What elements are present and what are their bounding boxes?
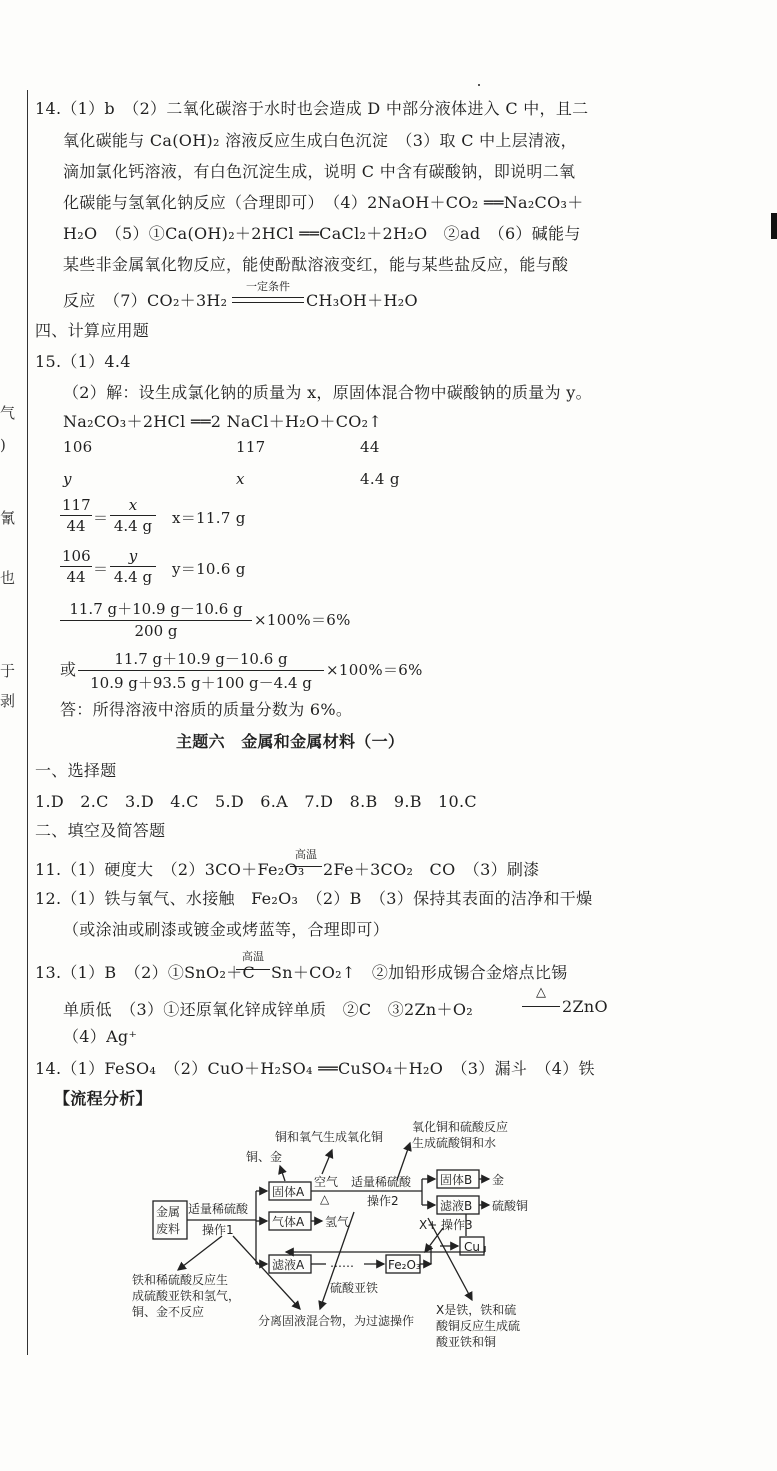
note-bottom-right-3: 酸亚铁和铜 bbox=[436, 1335, 497, 1349]
flow-heading: 【流程分析】 bbox=[54, 1089, 152, 1108]
margin-char: 气 bbox=[0, 404, 16, 422]
result: ×100%＝6% bbox=[254, 611, 351, 629]
q14-line-6: 某些非金属氧化物反应，能使酚酞溶液变红，能与某些盐反应，能与酸 bbox=[63, 255, 569, 274]
numerator: 117 bbox=[62, 496, 91, 514]
mass-value: y bbox=[63, 470, 72, 488]
margin-char: ) bbox=[0, 436, 6, 454]
result: y＝10.6 g bbox=[172, 560, 246, 578]
note-bottom-right-2: 酸铜反应生成硫 bbox=[436, 1319, 521, 1333]
numerator: 106 bbox=[62, 547, 91, 565]
q13-line-2b: 2ZnO bbox=[562, 997, 608, 1016]
choice-answers: 1.D 2.C 3.D 4.C 5.D 6.A 7.D 8.B 9.B 10.C bbox=[35, 792, 477, 811]
mass-value: 106 bbox=[63, 438, 93, 456]
topic-title: 主题六 金属和金属材料（一） bbox=[176, 732, 405, 751]
q14-line-5: H₂O （5）①Ca(OH)₂＋2HCl ══CaCl₂＋2H₂O ②ad （6）碱能与 bbox=[63, 224, 581, 243]
note-top-left-2: 铜、金 bbox=[246, 1150, 283, 1164]
q15-line-1: 15.（1）4.4 bbox=[35, 352, 131, 371]
label-cu: Cu bbox=[464, 1240, 480, 1254]
denominator: 4.4 g bbox=[113, 568, 153, 586]
condition-label: 高温 bbox=[295, 848, 317, 861]
heading-calc: 四、计算应用题 bbox=[35, 321, 150, 340]
q14-line-1: 14.（1）b （2）二氧化碳溶于水时也会造成 D 中部分液体进入 C 中，且二 bbox=[35, 99, 589, 118]
label-cuso4: 硫酸铜 bbox=[492, 1199, 529, 1213]
label-gold: 金 bbox=[492, 1173, 505, 1187]
q14-line-4: 化碳能与氢氧化钠反应（合理即可） （4）2NaOH＋CO₂ ══Na₂CO₃＋ bbox=[63, 193, 584, 212]
condition-label: △ bbox=[536, 985, 546, 1000]
label-solid-b: 固体B bbox=[440, 1173, 473, 1187]
label-gas-a: 气体A bbox=[272, 1215, 305, 1229]
numerator: y bbox=[128, 547, 138, 565]
note-top-right-1: 氧化铜和硫酸反应 bbox=[412, 1120, 509, 1134]
q14-line-3: 滴加氯化钙溶液，有白色沉淀生成，说明 C 中含有碳酸钠，即说明二氧 bbox=[63, 162, 576, 181]
mass-value: 44 bbox=[360, 438, 380, 456]
answer-line: 答：所得溶液中溶质的质量分数为 6%。 bbox=[60, 700, 353, 719]
label-solid-a: 固体A bbox=[272, 1185, 305, 1199]
margin-char: 氰 bbox=[0, 509, 16, 527]
label-fe2o3: Fe₂O₃ bbox=[388, 1258, 421, 1272]
q15-equation: Na₂CO₃＋2HCl ══2 NaCl＋H₂O＋CO₂↑ bbox=[63, 412, 383, 431]
margin-char: 剥 bbox=[0, 692, 16, 710]
result: x＝11.7 g bbox=[172, 509, 246, 527]
denominator: 4.4 g bbox=[113, 517, 153, 535]
label-start-2: 废料 bbox=[156, 1222, 181, 1236]
q14-line-7a: 反应 （7）CO₂＋3H₂ bbox=[63, 291, 228, 310]
q13-line-2a: 单质低 （3）①还原氧化锌成锌单质 ②C ③2Zn＋O₂ bbox=[63, 1000, 473, 1019]
result: ×100%＝6% bbox=[326, 661, 423, 679]
numerator: 11.7 g＋10.9 g－10.6 g bbox=[69, 600, 243, 618]
note-top-left-1: 铜和氧气生成氧化铜 bbox=[275, 1130, 384, 1144]
mass-value: 4.4 g bbox=[360, 470, 400, 488]
denominator: 44 bbox=[66, 568, 86, 586]
label-feso4: 硫酸亚铁 bbox=[330, 1281, 379, 1295]
or-label: 或 bbox=[60, 660, 77, 679]
q12-line-2: （或涂油或刷漆或镀金或烤蓝等，合理即可） bbox=[63, 920, 390, 939]
q12-line-1: 12.（1）铁与氧气、水接触 Fe₂O₃ （2）B （3）保持其表面的洁净和干燥 bbox=[35, 889, 593, 908]
q11-line-a: 11.（1）硬度大 （2）3CO＋Fe₂O₃ bbox=[35, 860, 305, 879]
q14-line-7b: CH₃OH＋H₂O bbox=[306, 291, 418, 310]
label-reagent-2: 适量稀硫酸 bbox=[351, 1175, 412, 1189]
heading-fill: 二、填空及简答题 bbox=[35, 821, 166, 840]
equals-sign: ＝ bbox=[93, 560, 109, 578]
label-start-1: 金属 bbox=[156, 1205, 181, 1219]
label-op-1: 操作1 bbox=[202, 1223, 234, 1237]
q13-line-a: 13.（1）B （2）①SnO₂＋C bbox=[35, 963, 256, 982]
q14b-line: 14.（1）FeSO₄ （2）CuO＋H₂SO₄ ══CuSO₄＋H₂O （3）漏斗 （4）铁 bbox=[35, 1059, 595, 1078]
label-dots: …… bbox=[330, 1256, 354, 1270]
note-top-right-2: 生成硫酸铜和水 bbox=[412, 1136, 497, 1150]
label-air: 空气 bbox=[314, 1175, 339, 1189]
label-filtrate-b: 滤液B bbox=[440, 1199, 473, 1213]
q15-line-2: （2）解：设生成氯化钠的质量为 x，原固体混合物中碳酸钠的质量为 y。 bbox=[63, 383, 592, 402]
label-hydrogen: 氢气 bbox=[325, 1215, 350, 1229]
label-heat: △ bbox=[320, 1192, 330, 1206]
q13-line-3: （4）Ag⁺ bbox=[63, 1027, 138, 1046]
equals-sign: ＝ bbox=[93, 509, 109, 527]
label-op-3: 操作3 bbox=[441, 1218, 473, 1232]
numerator: x bbox=[128, 496, 138, 514]
condition-label: 高温 bbox=[242, 950, 264, 963]
note-bottom-left-1: 铁和稀硫酸反应生 bbox=[132, 1273, 229, 1287]
margin-char: 也 bbox=[0, 569, 16, 587]
mass-value: x bbox=[236, 470, 245, 488]
label-reagent-1: 适量稀硫酸 bbox=[188, 1202, 249, 1216]
numerator: 11.7 g＋10.9 g－10.6 g bbox=[114, 650, 288, 668]
denominator: 10.9 g＋93.5 g＋100 g－4.4 g bbox=[90, 674, 312, 692]
label-op-2: 操作2 bbox=[367, 1194, 399, 1208]
note-bottom-right-1: X是铁，铁和硫 bbox=[436, 1303, 517, 1317]
denominator: 200 g bbox=[134, 622, 178, 640]
condition-label: 一定条件 bbox=[246, 280, 290, 293]
q13-line-b: Sn＋CO₂↑ ②加铅形成锡合金熔点比锡 bbox=[271, 963, 568, 982]
label-x-plus: X+ bbox=[419, 1218, 438, 1232]
note-bottom: 分离固液混合物，为过滤操作 bbox=[258, 1314, 415, 1328]
heading-choice: 一、选择题 bbox=[35, 761, 117, 780]
q11-line-b: 2Fe＋3CO₂ CO （3）刷漆 bbox=[323, 860, 540, 879]
q14-line-2: 氧化碳能与 Ca(OH)₂ 溶液反应生成白色沉淀 （3）取 C 中上层清液， bbox=[63, 131, 577, 150]
mass-value: 117 bbox=[236, 438, 266, 456]
note-bottom-left-2: 成硫酸亚铁和氢气， bbox=[132, 1289, 241, 1303]
denominator: 44 bbox=[66, 517, 86, 535]
note-bottom-left-3: 铜、金不反应 bbox=[132, 1305, 205, 1319]
margin-char: 于 bbox=[0, 662, 16, 680]
label-filtrate-a: 滤液A bbox=[272, 1258, 305, 1272]
